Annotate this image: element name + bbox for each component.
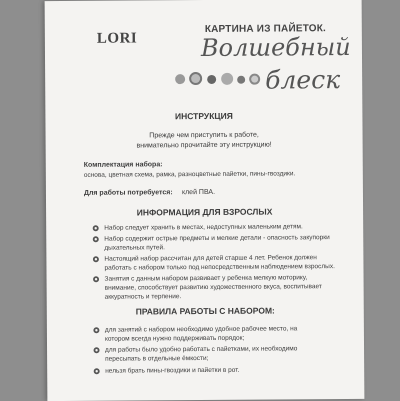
- sequin-dots-decoration: [175, 72, 265, 89]
- rules-item: для занятий с набором необходимо удобное рабочее место, на котором всегда нужно поддерживать порядок;: [104, 325, 298, 343]
- instruction-heading: ИНСТРУКЦИЯ: [174, 110, 233, 122]
- adult-info-item: Настоящий набор рассчитан для детей старше 4 лет. Ребенок должен работать с набором только под непосредственным наблюдением взрослых.: [104, 254, 335, 272]
- kit-label: Комплектация набора:: [83, 161, 163, 169]
- bullet-icon: [92, 225, 100, 233]
- rules-item: для работы было удобно работать с пайетками, их необходимо пересыпать в отдельные ёмкости;: [105, 345, 298, 363]
- intro-line2: внимательно прочитайте эту инструкцию!: [136, 141, 272, 150]
- work-label: Для работы потребуется:: [83, 189, 173, 197]
- adult-info-heading: ИНФОРМАЦИЯ ДЛЯ ВЗРОСЛЫХ: [136, 206, 273, 218]
- product-title-line2: блеск: [265, 65, 341, 95]
- rules-item: нельзя брать пины-гвоздики и пайетки в рот.: [105, 366, 240, 375]
- adult-info-item: Набор следует хранить в местах, недоступных маленьким детям.: [104, 223, 303, 232]
- rules-heading: ПРАВИЛА РАБОТЫ С НАБОРОМ:: [135, 305, 275, 317]
- bullet-icon: [92, 256, 100, 264]
- brand-logo: LORI: [96, 30, 138, 47]
- product-title-line1: Волшебный: [200, 32, 351, 63]
- bullet-icon: [93, 327, 101, 335]
- instruction-sheet: [45, 0, 365, 401]
- bullet-icon: [93, 368, 101, 376]
- bullet-icon: [93, 347, 101, 355]
- adult-info-item: Набор содержит острые предметы и мелкие детали - опасность закупорки дыхательных путей.: [104, 234, 330, 252]
- bullet-icon: [92, 236, 100, 244]
- bullet-icon: [93, 276, 101, 284]
- adult-info-item: Занятия с данным набором развивает у ребенка мелкую моторику, внимание, способствует развитию художественного вкуса, воспитывает аккуратность и терпение.: [104, 274, 322, 301]
- product-type: КАРТИНА ИЗ ПАЙЕТОК.: [204, 23, 327, 35]
- work-items: клей ПВА.: [181, 188, 216, 197]
- kit-items: основа, цветная схема, рамка, разноцветные пайетки, пины-гвоздики.: [83, 170, 296, 179]
- intro-line1: Прежде чем приступить к работе,: [149, 131, 259, 140]
